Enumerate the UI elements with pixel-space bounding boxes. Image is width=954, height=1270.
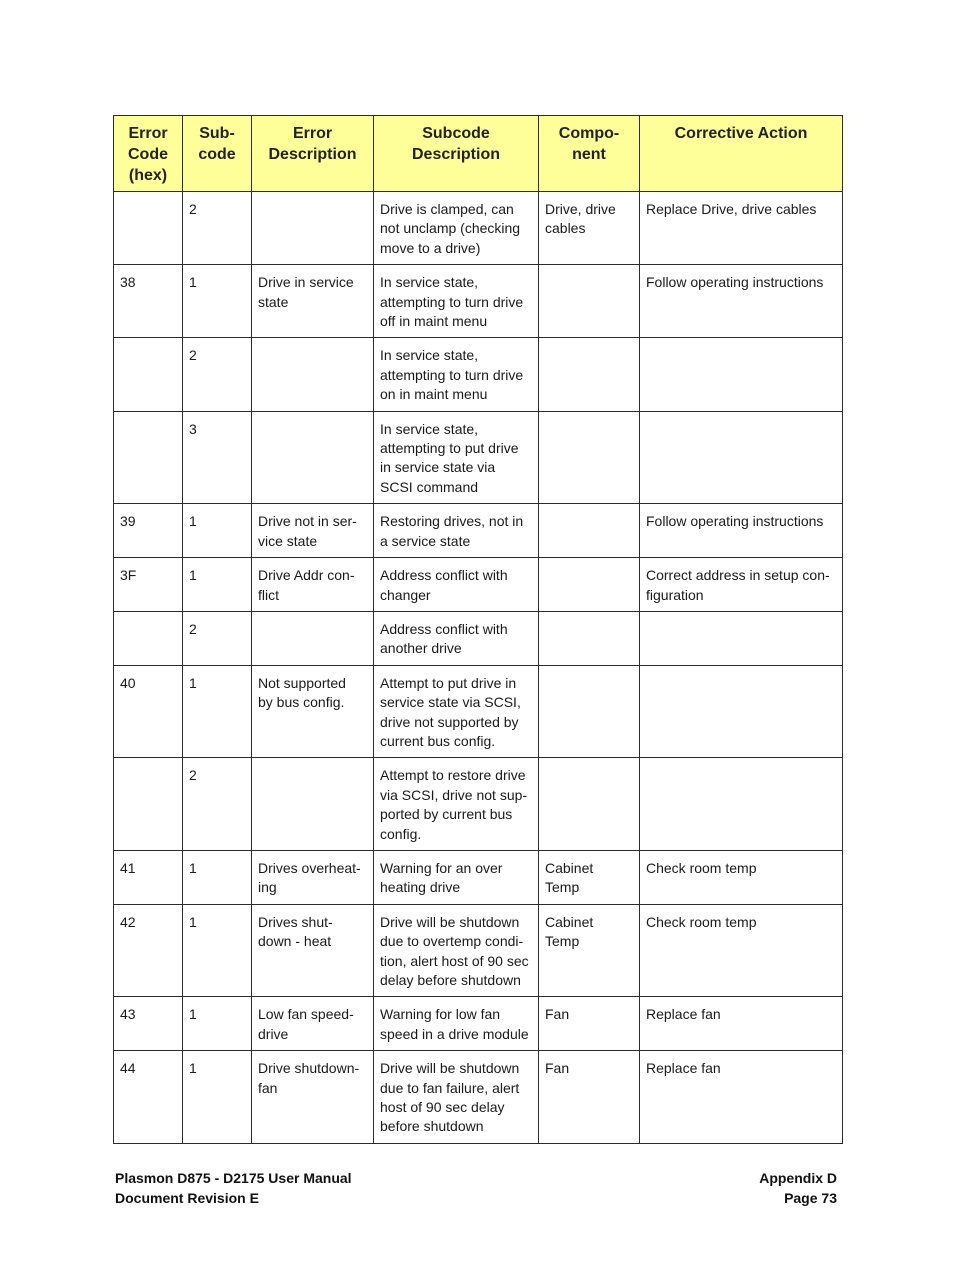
table-row — [114, 850, 843, 904]
cell-error-code — [114, 338, 183, 411]
cell-corrective-action: Replace Drive, drive cables — [640, 192, 843, 265]
cell-subcode: 2 — [183, 338, 252, 411]
table-row — [114, 665, 843, 758]
footer-left — [115, 1169, 352, 1208]
table-row — [114, 904, 843, 997]
table-row — [114, 504, 843, 558]
cell-subcode: 3 — [183, 411, 252, 504]
error-code-table — [113, 115, 843, 1144]
header-error-description: Error Description — [252, 116, 374, 192]
cell-component: Drive, drive cables — [539, 192, 640, 265]
cell-subcode-description: In service state, attempting to put drive in service state via SCSI command — [374, 411, 539, 504]
cell-component — [539, 265, 640, 338]
cell-error-description: Drive shutdown- fan — [252, 1051, 374, 1144]
cell-corrective-action: Replace fan — [640, 997, 843, 1051]
cell-error-description: Low fan speed- drive — [252, 997, 374, 1051]
cell-subcode: 2 — [183, 192, 252, 265]
cell-subcode-description: Attempt to restore drive via SCSI, drive not sup- ported by current bus config. — [374, 758, 539, 851]
cell-error-description — [252, 758, 374, 851]
cell-component — [539, 338, 640, 411]
table-row — [114, 411, 843, 504]
cell-subcode-description: Drive will be shutdown due to overtemp condi- tion, alert host of 90 sec delay before shutdown — [374, 904, 539, 997]
header-error-code: Error Code (hex) — [114, 116, 183, 192]
footer-right — [759, 1169, 837, 1208]
table-row — [114, 611, 843, 665]
cell-subcode-description: In service state, attempting to turn drive on in maint menu — [374, 338, 539, 411]
cell-corrective-action: Check room temp — [640, 904, 843, 997]
table-body — [114, 192, 843, 1144]
cell-corrective-action: Check room temp — [640, 850, 843, 904]
cell-subcode: 1 — [183, 997, 252, 1051]
cell-subcode: 1 — [183, 504, 252, 558]
cell-error-code: 3F — [114, 558, 183, 612]
cell-subcode-description: Attempt to put drive in service state via SCSI, drive not supported by current bus config. — [374, 665, 539, 758]
cell-subcode: 1 — [183, 265, 252, 338]
table-header — [114, 116, 843, 192]
cell-error-code: 41 — [114, 850, 183, 904]
header-component: Compo- nent — [539, 116, 640, 192]
appendix-label: Appendix D — [759, 1170, 837, 1186]
header-subcode-description: Subcode Description — [374, 116, 539, 192]
table-row — [114, 265, 843, 338]
table-row — [114, 997, 843, 1051]
cell-subcode-description: Restoring drives, not in a service state — [374, 504, 539, 558]
cell-component — [539, 611, 640, 665]
table-row — [114, 1051, 843, 1144]
cell-error-description — [252, 611, 374, 665]
cell-subcode-description: Drive is clamped, can not unclamp (checking move to a drive) — [374, 192, 539, 265]
cell-component — [539, 758, 640, 851]
cell-error-code: 42 — [114, 904, 183, 997]
cell-subcode-description: In service state, attempting to turn drive off in maint menu — [374, 265, 539, 338]
cell-error-code: 39 — [114, 504, 183, 558]
cell-error-description: Drives shut- down - heat — [252, 904, 374, 997]
table-row — [114, 758, 843, 851]
cell-subcode: 2 — [183, 758, 252, 851]
cell-error-code: 44 — [114, 1051, 183, 1144]
cell-error-code: 38 — [114, 265, 183, 338]
cell-component — [539, 411, 640, 504]
page-number: Page 73 — [784, 1189, 837, 1206]
cell-error-description — [252, 338, 374, 411]
cell-corrective-action: Follow operating instructions — [640, 265, 843, 338]
cell-error-description: Drive not in ser- vice state — [252, 504, 374, 558]
cell-component — [539, 665, 640, 758]
cell-corrective-action — [640, 758, 843, 851]
cell-error-description: Drive Addr con- flict — [252, 558, 374, 612]
manual-title: Plasmon D875 - D2175 User Manual — [115, 1170, 352, 1186]
table-row — [114, 338, 843, 411]
cell-subcode-description: Warning for an over heating drive — [374, 850, 539, 904]
header-row — [114, 116, 843, 192]
cell-corrective-action: Correct address in setup con- figuration — [640, 558, 843, 612]
cell-corrective-action — [640, 611, 843, 665]
cell-error-code — [114, 758, 183, 851]
cell-component: Fan — [539, 997, 640, 1051]
table-row — [114, 558, 843, 612]
cell-component: Fan — [539, 1051, 640, 1144]
cell-subcode-description: Address conflict with changer — [374, 558, 539, 612]
cell-subcode-description: Warning for low fan speed in a drive module — [374, 997, 539, 1051]
cell-subcode-description: Address conflict with another drive — [374, 611, 539, 665]
document-revision: Document Revision E — [115, 1189, 259, 1206]
cell-error-code: 40 — [114, 665, 183, 758]
cell-subcode: 1 — [183, 1051, 252, 1144]
cell-error-code — [114, 611, 183, 665]
cell-corrective-action — [640, 665, 843, 758]
cell-corrective-action — [640, 411, 843, 504]
cell-error-description: Not supported by bus config. — [252, 665, 374, 758]
cell-error-code: 43 — [114, 997, 183, 1051]
cell-component: Cabinet Temp — [539, 904, 640, 997]
cell-component — [539, 504, 640, 558]
cell-error-description — [252, 411, 374, 504]
cell-corrective-action: Follow operating instructions — [640, 504, 843, 558]
cell-subcode: 2 — [183, 611, 252, 665]
cell-error-description: Drives overheat- ing — [252, 850, 374, 904]
table-row — [114, 192, 843, 265]
cell-subcode: 1 — [183, 558, 252, 612]
cell-error-description: Drive in service state — [252, 265, 374, 338]
cell-subcode: 1 — [183, 904, 252, 997]
cell-subcode: 1 — [183, 850, 252, 904]
cell-subcode-description: Drive will be shutdown due to fan failure, alert host of 90 sec delay before shutdown — [374, 1051, 539, 1144]
cell-component — [539, 558, 640, 612]
cell-error-code — [114, 192, 183, 265]
cell-corrective-action — [640, 338, 843, 411]
cell-corrective-action: Replace fan — [640, 1051, 843, 1144]
cell-subcode: 1 — [183, 665, 252, 758]
header-corrective-action: Corrective Action — [640, 116, 843, 192]
cell-error-description — [252, 192, 374, 265]
cell-error-code — [114, 411, 183, 504]
header-subcode: Sub- code — [183, 116, 252, 192]
cell-component: Cabinet Temp — [539, 850, 640, 904]
